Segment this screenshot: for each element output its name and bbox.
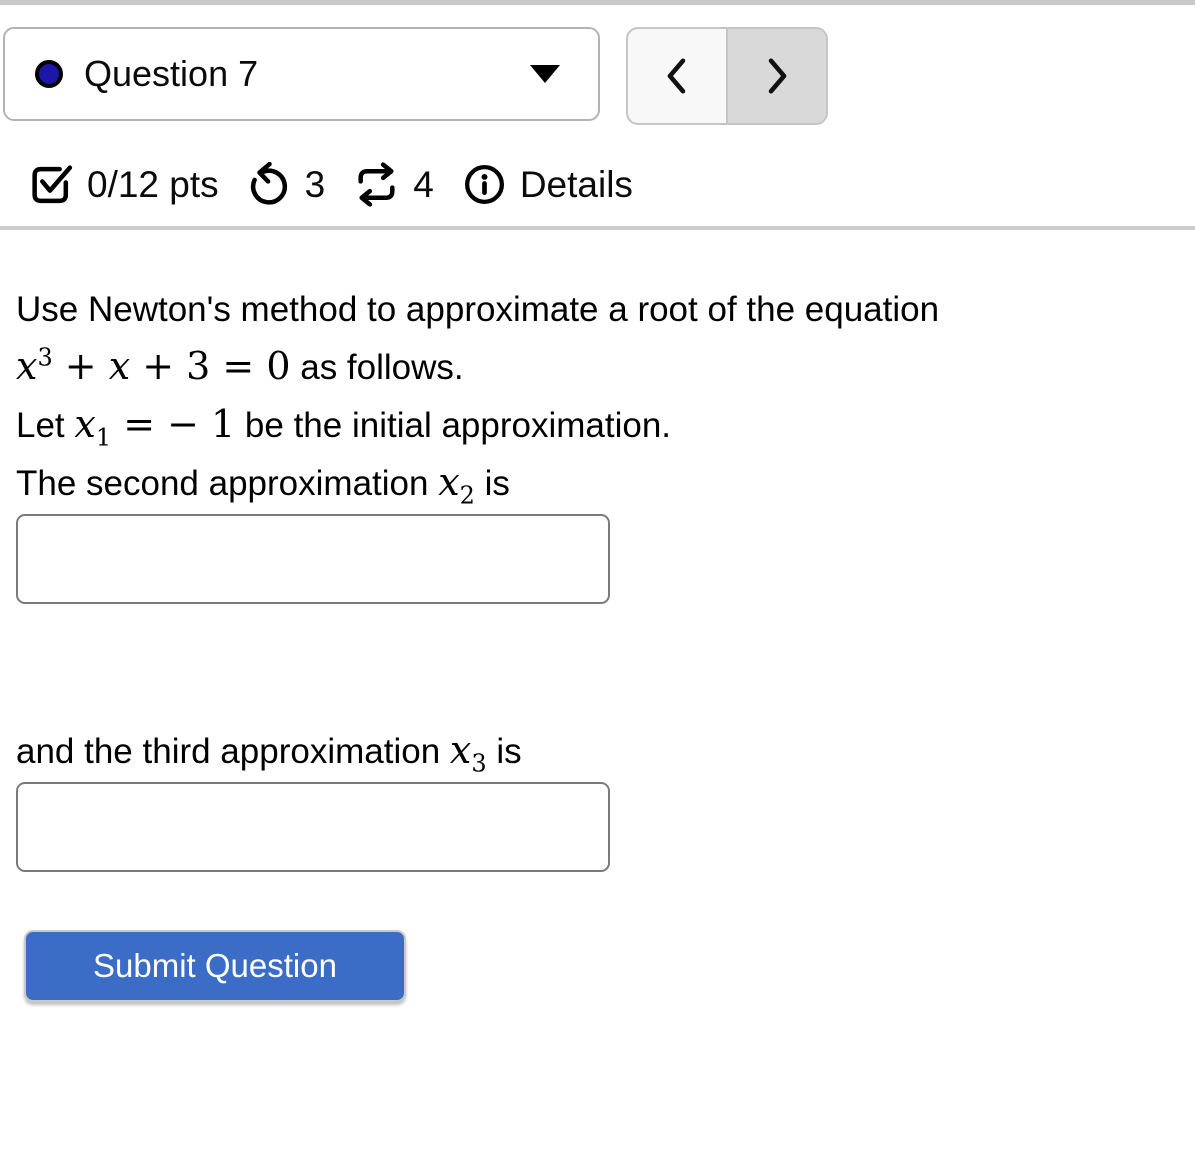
initial-approximation-line bbox=[16, 396, 1179, 454]
x3-answer-input[interactable] bbox=[16, 782, 610, 872]
x2-math bbox=[438, 460, 475, 510]
question-selector-label: Question 7 bbox=[84, 53, 259, 94]
problem-body bbox=[0, 230, 1195, 1002]
second-prefix-text: The second approximation bbox=[16, 464, 439, 503]
x1-value: = − 1 bbox=[111, 402, 236, 446]
third-approximation-line bbox=[16, 722, 1179, 780]
equation-plus: + bbox=[52, 344, 109, 388]
equation-x2: x bbox=[108, 344, 131, 388]
retry-count: 4 bbox=[413, 163, 434, 205]
question-nav-group bbox=[626, 27, 828, 125]
submit-question-button[interactable]: Submit Question bbox=[24, 930, 406, 1002]
top-divider bbox=[0, 0, 1195, 5]
second-suffix-text: is bbox=[474, 464, 510, 503]
x1-subscript: 1 bbox=[95, 423, 112, 452]
equation-line bbox=[16, 338, 1179, 396]
undo-count: 3 bbox=[304, 163, 326, 205]
equation-tail: + 3 = 0 bbox=[130, 344, 291, 388]
info-icon bbox=[461, 161, 508, 208]
chevron-right-icon bbox=[755, 51, 799, 101]
let-suffix-text: be the initial approximation. bbox=[235, 406, 672, 445]
previous-question-button[interactable] bbox=[628, 29, 726, 123]
x2-subscript: 2 bbox=[459, 481, 475, 510]
x3-subscript: 3 bbox=[471, 749, 487, 778]
details-link[interactable] bbox=[461, 161, 633, 208]
next-question-button[interactable] bbox=[728, 29, 826, 123]
x1-variable: x bbox=[74, 402, 96, 446]
chevron-left-icon bbox=[655, 51, 699, 101]
question-status-dot-icon bbox=[35, 60, 63, 88]
let-prefix-text: Let bbox=[16, 406, 75, 445]
x3-variable: x bbox=[449, 728, 472, 772]
third-suffix-text: is bbox=[486, 732, 522, 771]
details-label: Details bbox=[519, 163, 633, 205]
retry-cycle-icon bbox=[352, 161, 401, 208]
score-checkbox-icon bbox=[28, 161, 75, 208]
question-header bbox=[3, 27, 1195, 125]
vertical-spacer bbox=[16, 604, 1179, 722]
problem-intro-line bbox=[16, 281, 1179, 338]
undo-icon bbox=[246, 161, 293, 208]
equation-math bbox=[16, 344, 291, 388]
question-status-row bbox=[28, 161, 1195, 208]
x2-variable: x bbox=[438, 460, 460, 504]
equation-exponent: 3 bbox=[37, 343, 53, 372]
score-text: 0/12 pts bbox=[87, 163, 219, 205]
second-approximation-line bbox=[16, 454, 1179, 512]
x3-math bbox=[449, 728, 487, 778]
third-prefix-text: and the third approximation bbox=[16, 732, 450, 771]
equation-x: x bbox=[16, 344, 38, 388]
x1-math bbox=[74, 402, 236, 452]
as-follows-text: as follows. bbox=[290, 348, 464, 387]
intro-text: Use Newton's method to approximate a root of the equation bbox=[16, 290, 940, 329]
question-selector-dropdown[interactable] bbox=[3, 27, 600, 121]
caret-down-icon bbox=[530, 65, 560, 83]
x2-answer-input[interactable] bbox=[16, 514, 610, 604]
